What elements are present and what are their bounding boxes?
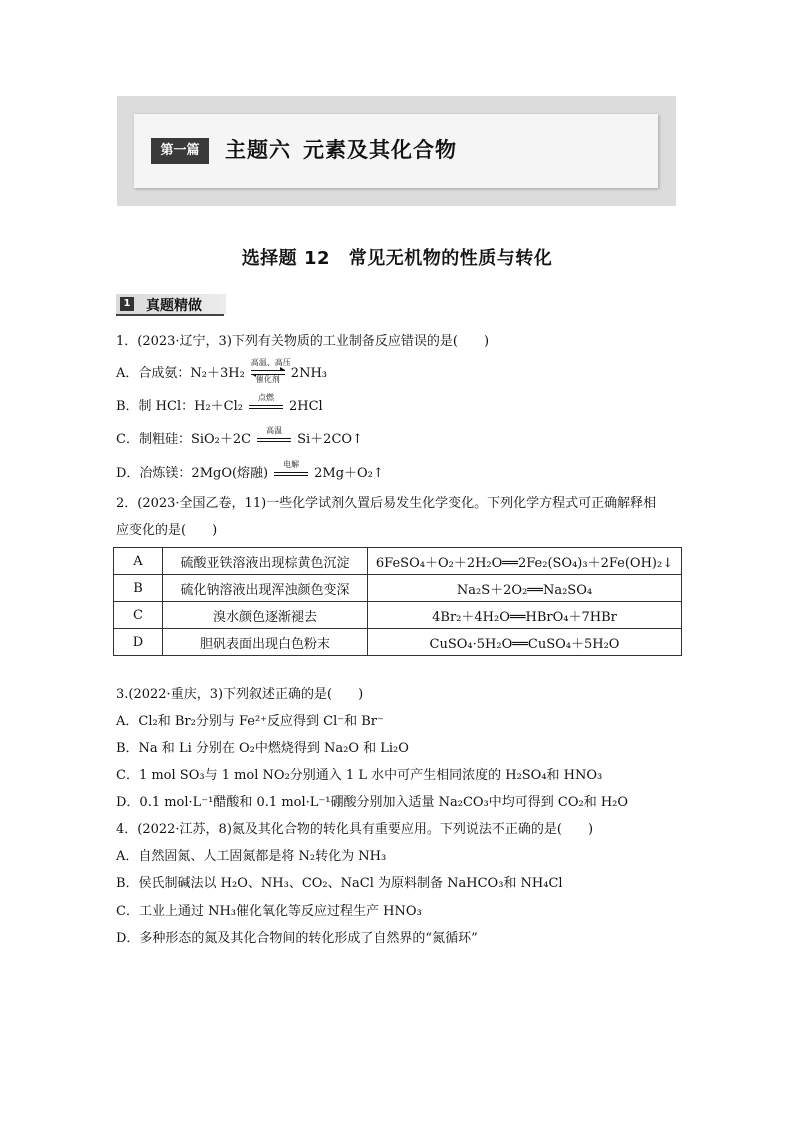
page-title [0, 244, 794, 270]
reversible-arrow-icon [250, 357, 291, 384]
table-cell-equation: Na₂S＋2O₂══Na₂SO₄ [368, 575, 682, 602]
q4-option-d: D．多种形态的氮及其化合物间的转化形成了自然界的“氮循环” [116, 931, 478, 946]
q1-c-right: Si＋2CO↑ [297, 432, 363, 447]
q1-a-left: A．合成氨：N₂＋3H₂ [116, 366, 245, 381]
q1-c-condition: 高温 [266, 425, 283, 435]
q1-c-left: C．制粗硅：SiO₂＋2C [116, 432, 252, 447]
table-cell-equation: 4Br₂＋4H₂O══HBrO₄＋7HBr [368, 602, 682, 629]
table-cell-option: B [114, 575, 163, 602]
topic-name: 元素及其化合物 [303, 138, 457, 162]
q2-stem-line1: 2．(2023·全国乙卷，11)一些化学试剂久置后易发生化学变化。下列化学方程式可正确解释相 [116, 496, 657, 511]
q4-stem: 4．(2022·江苏，8)氮及其化合物的转化具有重要应用。下列说法不正确的是( ) [116, 822, 594, 837]
q3-option-b: B．Na 和 Li 分别在 O₂中燃烧得到 Na₂O 和 Li₂O [116, 741, 409, 756]
page-title-text: 常见无机物的性质与转化 [348, 248, 553, 269]
q4-option-a: A．自然固氮、人工固氮都是将 N₂转化为 NH₃ [116, 849, 387, 864]
table-cell-equation: CuSO₄·5H₂O══CuSO₄＋5H₂O [368, 629, 682, 656]
equals-condition-icon [257, 425, 291, 447]
topic-title [225, 134, 469, 164]
q1-a-condition-bottom: 催化剂 [255, 374, 280, 384]
table-cell-equation: 6FeSO₄＋O₂＋2H₂O══2Fe₂(SO₄)₃＋2Fe(OH)₂↓ [368, 548, 682, 575]
table-cell-phenomenon: 溴水颜色逐渐褪去 [163, 602, 368, 629]
equals-condition-icon [249, 392, 283, 414]
q4-option-b: B．侯氏制碱法以 H₂O、NH₃、CO₂、NaCl 为原料制备 NaHCO₃和 NH₄Cl [116, 876, 563, 891]
section-header [116, 294, 226, 316]
q1-a-condition-top: 高温、高压 [250, 357, 291, 367]
q1-b-left: B．制 HCl：H₂＋Cl₂ [116, 399, 243, 414]
q1-d-left: D．冶炼镁：2MgO(熔融) [116, 466, 269, 481]
q1-d-right: 2Mg＋O₂↑ [314, 466, 384, 481]
q1-option-c [116, 425, 363, 449]
q1-a-right: 2NH₃ [290, 366, 327, 381]
q3-option-a: A．Cl₂和 Br₂分别与 Fe²⁺反应得到 Cl⁻和 Br⁻ [116, 714, 384, 729]
table-row [114, 575, 682, 602]
q1-option-d [116, 459, 384, 483]
table-cell-phenomenon: 硫化钠溶液出现浑浊颜色变深 [163, 575, 368, 602]
q1-b-condition: 点燃 [258, 392, 274, 402]
q1-option-a [116, 357, 327, 384]
table-row [114, 602, 682, 629]
q4-option-c: C．工业上通过 NH₃催化氧化等反应过程生产 HNO₃ [116, 904, 422, 919]
q1-b-right: 2HCl [289, 399, 323, 414]
q3-stem: 3.(2022·重庆，3)下列叙述正确的是( ) [116, 687, 364, 702]
section-label: 真题精做 [146, 298, 202, 314]
q2-stem-line2: 应变化的是( ) [116, 523, 218, 538]
topic-number: 主题六 [225, 138, 291, 162]
table-cell-option: A [114, 548, 163, 575]
q2-table [113, 547, 682, 656]
page-title-number: 选择题 12 [241, 248, 331, 269]
q3-option-c: C．1 mol SO₃与 1 mol NO₂分别通入 1 L 水中可产生相同浓度的 H₂SO₄和 HNO₃ [116, 768, 603, 783]
q3-option-d: D．0.1 mol·L⁻¹醋酸和 0.1 mol·L⁻¹硼酸分别加入适量 Na₂CO₃中均可得到 CO₂和 H₂O [116, 795, 629, 810]
section-number-icon: 1 [120, 297, 134, 311]
q1-option-b [116, 392, 323, 416]
q1-d-condition: 电解 [283, 459, 300, 469]
table-row [114, 548, 682, 575]
part-badge: 第一篇 [151, 138, 209, 164]
table-row [114, 629, 682, 656]
table-cell-phenomenon: 胆矾表面出现白色粉末 [163, 629, 368, 656]
table-cell-option: D [114, 629, 163, 656]
equals-condition-icon [274, 459, 308, 481]
table-cell-phenomenon: 硫酸亚铁溶液出现棕黄色沉淀 [163, 548, 368, 575]
table-cell-option: C [114, 602, 163, 629]
q1-stem: 1．(2023·辽宁，3)下列有关物质的工业制备反应错误的是( ) [116, 334, 490, 349]
